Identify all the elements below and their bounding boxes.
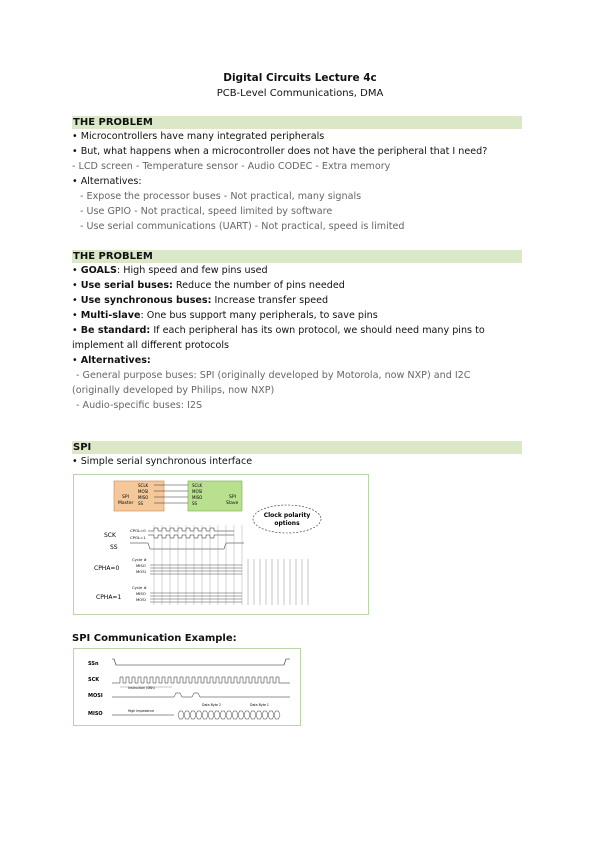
slave-label: SPI [229, 495, 236, 500]
miso-label: MISO [136, 591, 146, 596]
section-problem-2 [72, 250, 522, 413]
miso-data-bit [214, 711, 220, 719]
master-pin: SCLK [138, 483, 149, 488]
ss-label: SS [110, 544, 118, 551]
miso-data-bit [178, 711, 184, 719]
section-spi [72, 441, 522, 469]
master-label: SPI [122, 495, 129, 500]
bullet-text: If each peripheral has its own protocol, we should need many pins to [150, 325, 485, 336]
sck-cpol0-wave [148, 528, 234, 531]
cpol0-label: CPOL=0 [130, 528, 146, 533]
bullet-line: • But, what happens when a microcontroller does not have the peripheral that I need? [72, 146, 488, 157]
clock-polarity-bubble [253, 505, 321, 533]
miso-data-bit [262, 711, 268, 719]
right-ticks [248, 559, 308, 605]
ss-wave [130, 543, 244, 549]
slave-pin: SS [192, 501, 198, 506]
spi-timing-figure [73, 474, 369, 615]
bullet-line: • Multi-slave: One bus support many peripherals, to save pins [72, 310, 378, 321]
master-pin: MISO [138, 495, 149, 500]
data-rows [150, 565, 242, 602]
mosi-label: MOSI [136, 569, 146, 574]
cycle-label: Cycle # [132, 585, 147, 590]
mosi-label: MOSI [136, 597, 146, 602]
bullet-line: • Microcontrollers have many integrated peripherals [72, 131, 325, 142]
bold-term: Use serial buses: [80, 280, 173, 291]
bullet-line: • Alternatives: [72, 176, 142, 187]
miso-data-bit [250, 711, 256, 719]
bullet-line: • GOALS: High speed and few pins used [72, 265, 268, 276]
sck-wave [112, 677, 290, 683]
miso-data-bit [196, 711, 202, 719]
cpha1-label: CPHA=1 [96, 594, 122, 601]
sck-cpol1-wave [148, 535, 234, 538]
high-impedance-label: High Impedance [128, 709, 155, 713]
mosi-label: MOSI [88, 693, 103, 699]
miso-label: MISO [136, 563, 146, 568]
data-byte-1-label: Data Byte 1 [250, 703, 269, 707]
bullet-text: Increase transfer speed [211, 295, 329, 306]
bullet-line: • Use serial buses: Reduce the number of pins needed [72, 280, 345, 291]
spi-example-figure [73, 648, 301, 726]
slave-label: Slave [226, 501, 239, 506]
miso-data-eyes [178, 711, 280, 719]
miso-data-bit [190, 711, 196, 719]
miso-data-bit [226, 711, 232, 719]
slave-pin: SCLK [192, 483, 203, 488]
master-label: Master [118, 501, 134, 506]
spi-example-diagram [74, 649, 300, 725]
bold-term: Multi-slave [80, 310, 141, 321]
example-title: SPI Communication Example: [72, 633, 237, 644]
bubble-text: Clock polarity [263, 512, 311, 519]
data-byte-2-label: Data Byte 2 [202, 703, 221, 707]
miso-data-bit [202, 711, 208, 719]
bubble-text: options [274, 520, 300, 527]
slave-pin: MISO [192, 495, 203, 500]
master-pin: MOSI [138, 489, 149, 494]
slave-pin: MOSI [192, 489, 203, 494]
miso-data-bit [220, 711, 226, 719]
miso-data-bit [274, 711, 280, 719]
sub-line: - Use GPIO - Not practical, speed limited by software [80, 206, 333, 217]
ssn-label: SSn [88, 661, 99, 667]
sub-line: - LCD screen - Temperature sensor - Audio CODEC - Extra memory [72, 161, 391, 172]
bold-term: Use synchronous buses: [80, 295, 212, 306]
document-subtitle: PCB-Level Communications, DMA [216, 88, 384, 99]
bullet-line: • Alternatives: [72, 355, 151, 366]
sub-line: - Expose the processor buses - Not practical, many signals [80, 191, 362, 202]
bold-term: Be standard: [80, 325, 151, 336]
section-header: THE PROBLEM [72, 116, 522, 129]
sub-line: - General purpose buses: SPI (originally developed by Motorola, now NXP) and I2C [76, 370, 471, 381]
bullet-text: Reduce the number of pins needed [172, 280, 345, 291]
bold-term: GOALS [80, 265, 117, 276]
miso-label: MISO [88, 711, 103, 717]
miso-data-bit [208, 711, 214, 719]
miso-data-bit [256, 711, 262, 719]
instruction-label: Instruction (0Bh) [128, 686, 155, 690]
bold-term: Alternatives: [80, 355, 151, 366]
cpol1-label: CPOL=1 [130, 535, 146, 540]
cpha0-label: CPHA=0 [94, 565, 120, 572]
miso-data-bit [238, 711, 244, 719]
bullet-text: : One bus support many peripherals, to save pins [140, 310, 378, 321]
bullet-line: • Use synchronous buses: Increase transfer speed [72, 295, 329, 306]
document-title: Digital Circuits Lecture 4c [223, 72, 377, 84]
miso-data-bit [268, 711, 274, 719]
miso-data-bit [244, 711, 250, 719]
cycle-label: Cycle # [132, 557, 147, 562]
mosi-wave [112, 693, 290, 697]
bullet-line: • Be standard: If each peripheral has its own protocol, we should need many pins to [72, 325, 485, 336]
section-header: THE PROBLEM [72, 250, 522, 263]
bullet-line: • Simple serial synchronous interface [72, 456, 253, 467]
section-problem-1 [72, 116, 522, 234]
sck-label: SCK [88, 677, 100, 683]
sub-line: (originally developed by Philips, now NXP) [72, 385, 275, 396]
sub-line: - Audio-specific buses: I2S [76, 400, 203, 411]
section-header: SPI [72, 441, 522, 454]
bullet-text: : High speed and few pins used [116, 265, 268, 276]
ssn-wave [112, 659, 290, 665]
spi-timing-diagram [74, 475, 368, 614]
master-pin: SS [138, 501, 144, 506]
miso-data-bit [184, 711, 190, 719]
sck-label: SCK [104, 532, 116, 539]
bullet-line: implement all different protocols [72, 340, 229, 351]
sub-line: - Use serial communications (UART) - Not practical, speed is limited [80, 221, 405, 232]
miso-data-bit [232, 711, 238, 719]
